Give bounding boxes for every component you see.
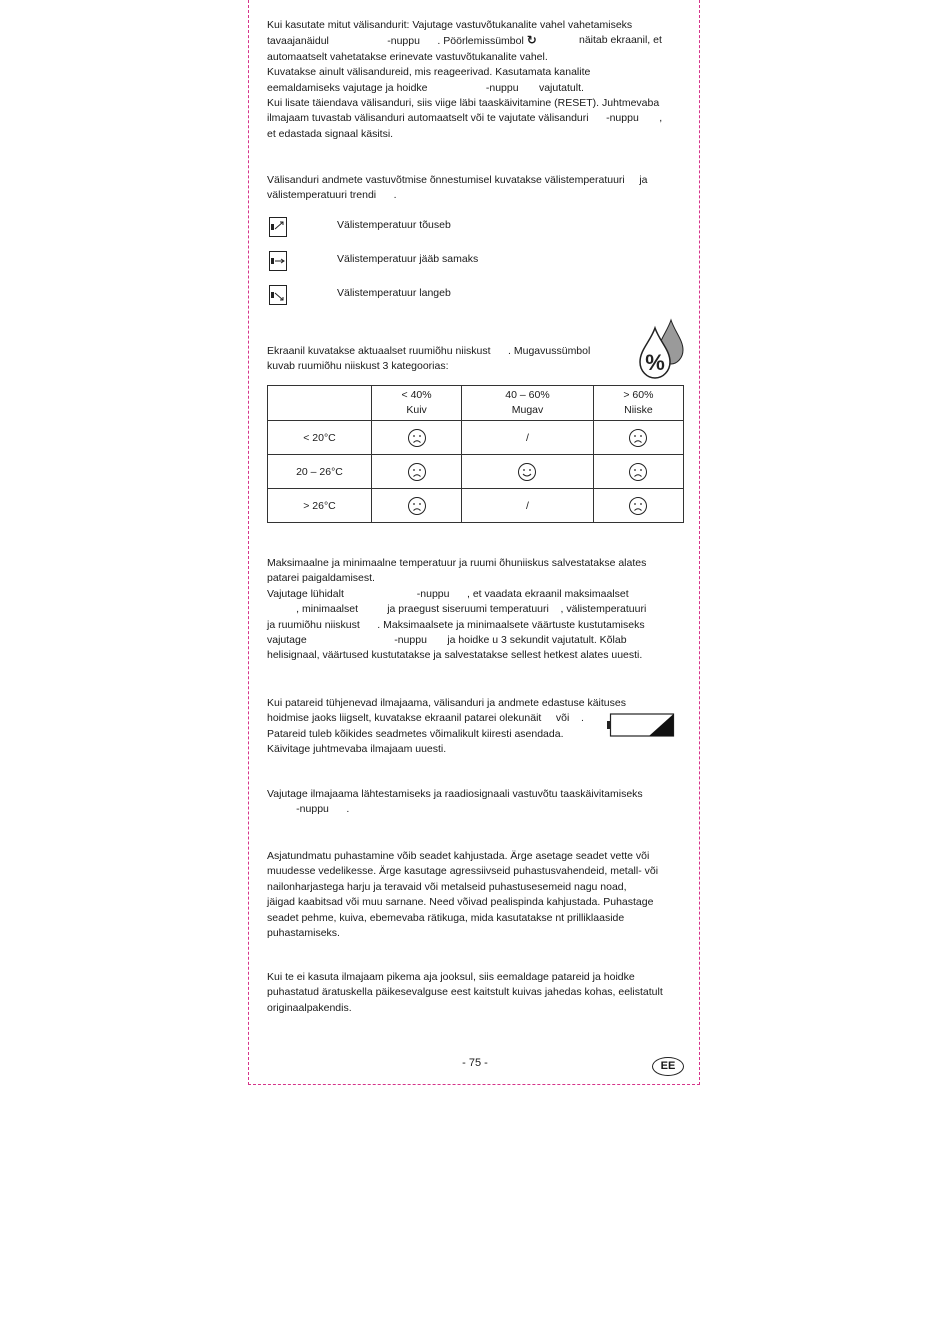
row-label: 20 – 26°C: [268, 455, 372, 489]
text-line: helisignaal, väärtused kustutatakse ja salvestatakse sellest hetkest alates uuesti.: [267, 649, 643, 662]
text-line: jäigad kaabitsad või muu sarnane. Need võivad pealispinda kahjustada. Puhastage: [267, 896, 654, 909]
sad-face-icon: [628, 428, 648, 448]
trend-steady-icon: [269, 251, 287, 271]
text-line: Kui patareid tühjenevad ilmajaama, välisanduri ja andmete edastuse käituses: [267, 697, 626, 709]
table-cell: [593, 489, 683, 523]
header-name: Mugav: [511, 404, 544, 416]
table-corner-cell: [268, 386, 372, 421]
text-line: puhastamiseks.: [267, 927, 340, 940]
text-line: Kuvatakse ainult välisandureid, mis reageerivad. Kasutamata kanalite: [267, 66, 591, 79]
sad-face-icon: [407, 462, 427, 482]
table-header-cell: [462, 386, 594, 421]
text-line: seadet pehme, kuiva, ebemevaba rätikuga, mida kasutatakse nt prilliklaaside: [267, 911, 625, 924]
text-line: ilmajaam tuvastab välisanduri automaatselt või te vajutate välisanduri -nuppu ,: [267, 112, 663, 125]
text-span: tavaajanäidul -nuppu . Pöörlemissümbol: [267, 35, 524, 48]
trend-up-icon: [269, 217, 287, 237]
reset-paragraph: [267, 787, 685, 818]
outdoor-paragraph: [267, 173, 685, 204]
refresh-icon: ↻: [526, 33, 537, 48]
happy-face-icon: [517, 462, 537, 482]
sad-face-icon: [407, 428, 427, 448]
text-line: [267, 33, 685, 49]
text-line: eemaldamiseks vajutage ja hoidke -nuppu vajutatult.: [267, 81, 584, 94]
text-line: nailonharjastega harju ja teravaid või metalseid puhastusesemeid nagu noad,: [267, 880, 627, 893]
header-range: 40 – 60%: [505, 389, 550, 401]
text-span: näitab ekraanil, et: [579, 34, 662, 47]
table-cell: [593, 455, 683, 489]
header-range: > 60%: [623, 389, 654, 401]
table-header-row: [268, 386, 684, 421]
text-line: vajutage -nuppu ja hoidke u 3 sekundit vajutatult. Kõlab: [267, 634, 627, 647]
text-line: Patareid tuleb kõikides seadmetes võimalikult kiiresti asendada.: [267, 727, 564, 740]
table-cell: [462, 455, 594, 489]
trend-label: Välistemperatuur tõuseb: [337, 219, 451, 231]
trend-down-icon: [269, 285, 287, 305]
sad-face-icon: [628, 462, 648, 482]
trend-row-up: [269, 217, 669, 239]
text-line: hoidmise jaoks liigselt, kuvatakse ekraanil patarei olekunäit või .: [267, 712, 584, 725]
country-badge: EE: [652, 1057, 684, 1076]
trend-row-steady: [269, 251, 669, 273]
battery-low-icon: [607, 713, 675, 737]
text-line: Asjatundmatu puhastamine võib seadet kahjustada. Ärge asetage seadet vette või: [267, 850, 650, 862]
table-row: [268, 455, 684, 489]
channels-paragraph: [267, 18, 685, 142]
row-label: > 26°C: [268, 489, 372, 523]
table-cell: [372, 421, 462, 455]
trend-label: Välistemperatuur jääb samaks: [337, 253, 479, 265]
memory-paragraph: [267, 556, 685, 664]
text-line: Maksimaalne ja minimaalne temperatuur ja ruumi õhuniiskus salvestatakse alates: [267, 557, 647, 569]
text-line: ja ruumiõhu niiskust . Maksimaalsete ja minimaalsete väärtuste kustutamiseks: [267, 618, 645, 631]
table-header-cell: [372, 386, 462, 421]
humidity-table: [267, 385, 684, 523]
text-line: patarei paigaldamisest.: [267, 572, 375, 585]
table-cell: /: [462, 421, 594, 455]
humidity-paragraph: [267, 344, 627, 375]
svg-text:%: %: [645, 350, 665, 375]
table-cell: [372, 489, 462, 523]
manual-page: [248, 0, 700, 1085]
humidity-drop-icon: [637, 318, 687, 380]
text-line: -nuppu .: [267, 803, 350, 816]
table-row: [268, 489, 684, 523]
table-cell: [372, 455, 462, 489]
text-line: Vajutage ilmajaama lähtestamiseks ja raadiosignaali vastuvõtu taaskäivitamiseks: [267, 788, 643, 800]
text-line: Käivitage juhtmevaba ilmajaam uuesti.: [267, 743, 447, 756]
row-label: < 20°C: [268, 421, 372, 455]
battery-paragraph: [267, 696, 626, 758]
table-header-cell: [593, 386, 683, 421]
trend-row-down: [269, 285, 669, 307]
table-row: [268, 421, 684, 455]
text-line: Kui lisate täiendava välisanduri, siis viige läbi taaskäivitamine (RESET). Juhtmevaba: [267, 97, 660, 110]
table-cell: /: [462, 489, 594, 523]
table-cell: [593, 421, 683, 455]
text-line: Kui kasutate mitut välisandurit: Vajutage vastuvõtukanalite vahel vahetamiseks: [267, 19, 633, 31]
text-line: puhastatud äratuskella päikesevalguse eest kaitstult kuivas jahedas kohas, eelistatult: [267, 986, 663, 999]
header-range: < 40%: [401, 389, 432, 401]
storage-paragraph: [267, 970, 685, 1016]
text-line: Kui te ei kasuta ilmajaam pikema aja jooksul, siis eemaldage patareid ja hoidke: [267, 971, 635, 983]
text-line: et edastada signaal käsitsi.: [267, 127, 394, 140]
header-name: Kuiv: [406, 404, 427, 416]
header-name: Niiske: [624, 404, 653, 416]
page-number: - 75 -: [462, 1057, 488, 1069]
text-line: Välisanduri andmete vastuvõtmise õnnestumisel kuvatakse välistemperatuuri ja: [267, 174, 648, 186]
text-line: kuvab ruumiõhu niiskust 3 kategoorias:: [267, 360, 449, 373]
text-line: , minimaalset ja praegust siseruumi temperatuuri , välistemperatuuri: [267, 603, 647, 616]
text-line: originaalpakendis.: [267, 1001, 352, 1014]
text-line: välistemperatuuri trendi .: [267, 189, 397, 202]
text-line: automaatselt vahetatakse erinevate vastuvõtukanalite vahel.: [267, 50, 548, 63]
sad-face-icon: [407, 496, 427, 516]
text-line: Ekraanil kuvatakse aktuaalset ruumiõhu niiskust . Mugavussümbol: [267, 345, 591, 357]
text-line: muudesse vedelikesse. Ärge kasutage agressiivseid puhastusvahendeid, metall- või: [267, 865, 659, 878]
trend-label: Välistemperatuur langeb: [337, 287, 451, 299]
text-line: Vajutage lühidalt -nuppu , et vaadata ekraanil maksimaalset: [267, 587, 629, 600]
sad-face-icon: [628, 496, 648, 516]
cleaning-paragraph: [267, 849, 685, 941]
